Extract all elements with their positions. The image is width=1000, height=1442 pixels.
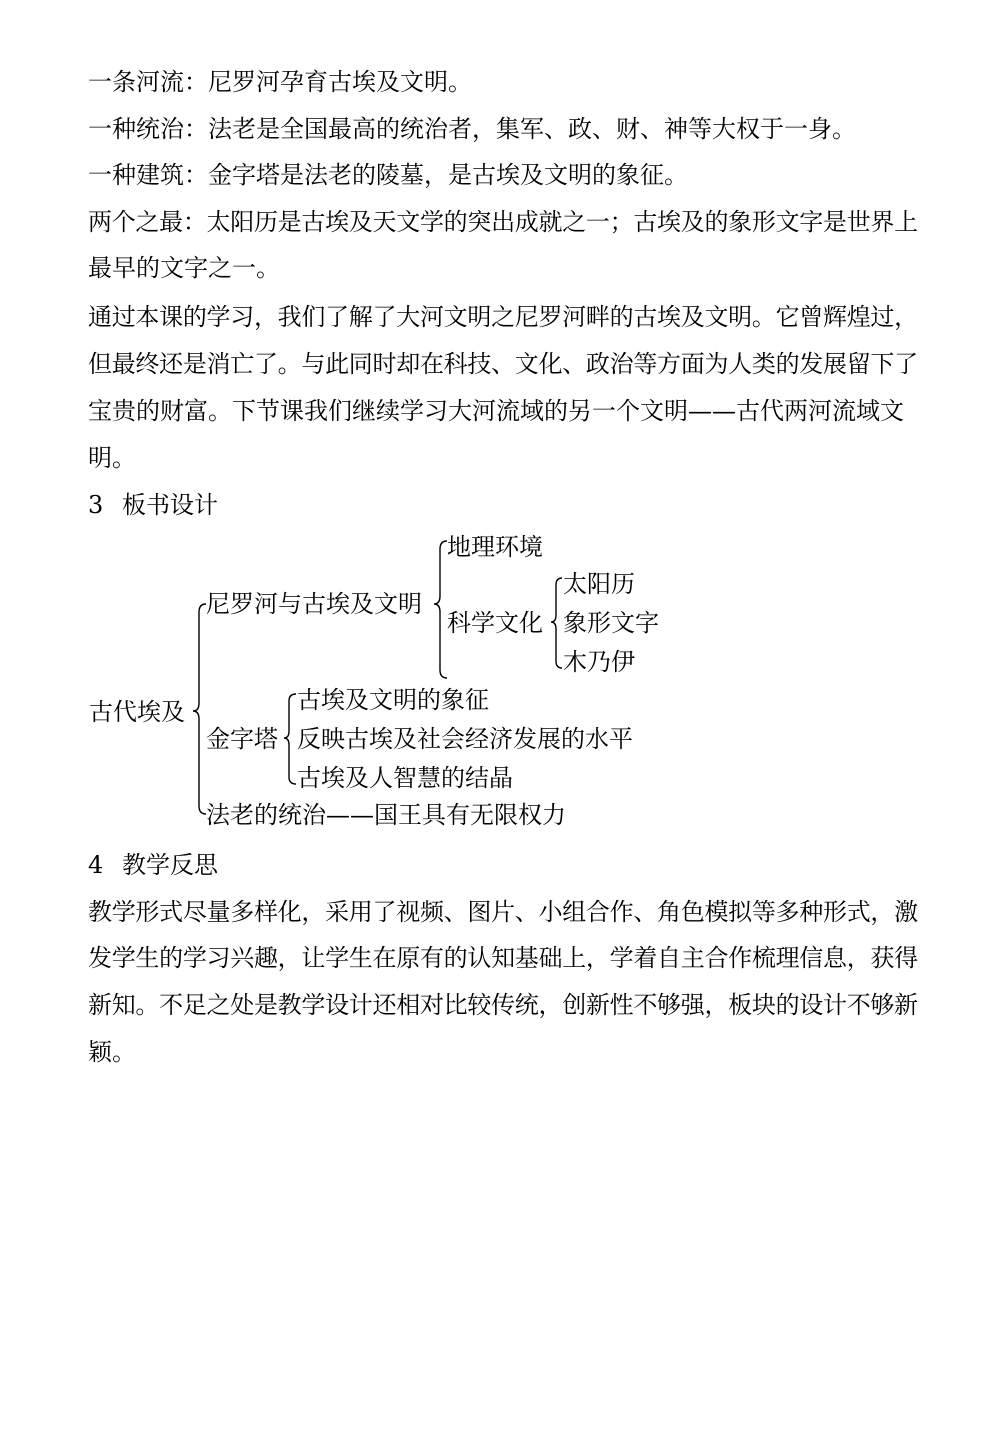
tree-geo: 地理环境 [447,533,543,561]
tree-branch-nile: 尼罗河与古埃及文明 [206,590,422,618]
tree-hieroglyph: 象形文字 [563,609,659,637]
reflection-heading [88,853,218,877]
conclusion-line2: 但最终还是消亡了。与此同时却在科技、文化、政治等方面为人类的发展留下了 [88,350,918,378]
reflection-line1: 教学形式尽量多样化，采用了视频、图片、小组合作、角色模拟等多种形式，激 [88,898,918,926]
summary-building: 一种建筑：金字塔是法老的陵墓，是古埃及文明的象征。 [88,161,688,189]
tree-sci: 科学文化 [447,609,543,637]
nile-brace [434,541,447,678]
tree-pharaoh: 法老的统治——国王具有无限权力 [206,801,566,829]
tree-mummy: 木乃伊 [563,648,635,676]
reflection-line4: 颖。 [88,1038,136,1066]
section-title: 板书设计 [122,491,218,519]
reflection-line3: 新知。不足之处是教学设计还相对比较传统，创新性不够强，板块的设计不够新 [88,991,918,1019]
pyramid-brace [284,694,296,784]
conclusion-line1: 通过本课的学习，我们了解了大河文明之尼罗河畔的古埃及文明。它曾辉煌过， [88,303,918,331]
section-title: 教学反思 [122,851,218,879]
summary-two-most-line2: 最早的文字之一。 [88,254,280,282]
tree-pyr-reflect: 反映古埃及社会经济发展的水平 [297,725,633,753]
conclusion-line3: 宝贵的财富。下节课我们继续学习大河流域的另一个文明——古代两河流域文 [88,397,904,425]
root-brace [193,604,206,814]
summary-river: 一条河流：尼罗河孕育古埃及文明。 [88,68,472,96]
tree-pyr-symbol: 古埃及文明的象征 [297,686,489,714]
summary-rule: 一种统治：法老是全国最高的统治者，集军、政、财、神等大权于一身。 [88,115,856,143]
tree-root: 古代埃及 [89,698,185,726]
tree-pyramid: 金字塔 [206,725,278,753]
tree-sun-calendar: 太阳历 [563,570,635,598]
section-number: 4 [88,851,104,879]
summary-two-most-line1: 两个之最：太阳历是古埃及天文学的突出成就之一；古埃及的象形文字是世界上 [88,208,918,236]
sci-brace [551,578,562,668]
reflection-line2: 发学生的学习兴趣，让学生在原有的认知基础上，学着自主合作梳理信息，获得 [88,944,918,972]
section-number: 3 [88,491,104,519]
tree-pyr-wisdom: 古埃及人智慧的结晶 [297,764,513,792]
conclusion-line4: 明。 [88,444,136,472]
